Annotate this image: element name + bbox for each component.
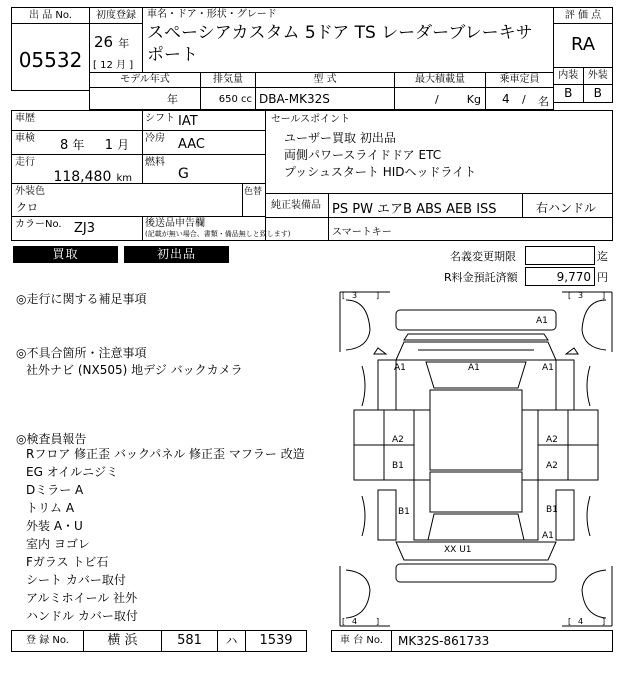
damage-mark: B1	[398, 507, 410, 517]
tire-label-fl: 3	[352, 291, 358, 300]
bracket-close: ]	[129, 60, 134, 71]
defect-line: 社外ナビ (NX505) 地デジ バックカメラ	[26, 363, 243, 377]
exterior-label: 外装	[587, 70, 608, 81]
spec-row	[89, 72, 554, 110]
model-code-label: 型 式	[256, 73, 394, 88]
registration-label: 登 録 No.	[12, 631, 84, 651]
interior-label: 内装	[554, 68, 584, 84]
inspector-line: 外装 A・U	[26, 519, 83, 533]
registration-kana: ハ	[218, 631, 246, 651]
capacity-sep: /	[522, 93, 526, 106]
lot-number: 05532	[18, 48, 83, 72]
damage-mark: B1	[392, 461, 404, 471]
damage-mark: A1	[394, 363, 406, 373]
chassis-label: 車 台 No.	[332, 631, 392, 651]
tire-bracket-label: [	[568, 617, 572, 626]
inspector-line: EG オイルニジミ	[26, 465, 119, 479]
inspector-line: トリム A	[26, 501, 75, 515]
sales-points-label: セールスポイント	[271, 114, 351, 125]
chassis-number: MK32S-861733	[398, 634, 490, 648]
reg-year-unit: 年	[118, 37, 130, 50]
damage-mark: A1	[536, 316, 548, 326]
registration-place: 横 浜	[84, 631, 162, 651]
reg-month-unit: 月	[116, 60, 127, 71]
tire-label-rr: 4	[578, 617, 584, 626]
inspector-line: アルミホイール 社外	[26, 591, 138, 605]
capacity-value: 4	[502, 92, 510, 106]
inspector-line: Rフロア 修正歪 バックパネル 修正歪 マフラー 改造	[26, 447, 305, 461]
first-registration-box	[89, 7, 143, 73]
badge-buyout: 買取	[13, 246, 118, 263]
tire-bracket-label: ]	[376, 291, 380, 300]
model-code: DBA-MK32S	[259, 92, 330, 106]
name-change-label: 名義変更期限	[450, 250, 516, 263]
tire-bracket-label: ]	[602, 291, 606, 300]
max-load-sep: /	[435, 93, 439, 106]
tire-bracket-label: [	[342, 291, 346, 300]
damage-mark: A1	[542, 531, 554, 541]
equipment-label: 純正装備品	[271, 200, 321, 211]
fuel-value: G	[178, 166, 189, 182]
badge-first-listing: 初出品	[124, 246, 229, 263]
ac-label: 冷房	[145, 133, 165, 144]
inspection-year-unit: 年	[72, 138, 85, 152]
tire-label-fr: 3	[578, 291, 584, 300]
vehicle-name-label: 車名・ドア・形状・グレード	[147, 9, 277, 20]
ac-value: AAC	[178, 137, 205, 152]
defect-title: ◎不具合箇所・注意事項	[16, 346, 147, 360]
history-label: 車歴	[15, 113, 35, 124]
displacement-value: 650	[218, 94, 238, 105]
inspection-label: 車検	[15, 133, 35, 144]
inspector-line: シート カバー取付	[26, 573, 126, 587]
model-code-cell	[255, 72, 395, 110]
color-no-label: カラーNo.	[15, 219, 62, 230]
driving-remarks-title: ◎走行に関する補足事項	[16, 292, 147, 306]
sales-point-line: 両側パワースライドドア ETC	[284, 148, 442, 162]
name-change-value	[525, 246, 595, 265]
damage-mark: A2	[546, 435, 558, 445]
lot-number-label: 出 品 No.	[12, 8, 89, 24]
handle-side: 右ハンドル	[536, 201, 597, 215]
model-year-unit: 年	[167, 93, 178, 106]
inspector-line: Fガラス トビ石	[26, 555, 109, 569]
equipment-box	[265, 193, 613, 241]
registration-row	[11, 630, 307, 652]
details-block	[11, 110, 291, 241]
inspector-line: 室内 ヨゴレ	[26, 537, 90, 551]
interior-grade: B	[554, 85, 584, 102]
mileage-label: 走行	[15, 157, 35, 168]
max-load-unit: Kg	[466, 93, 481, 106]
sales-point-line: ユーザー買取 初出品	[284, 131, 396, 145]
car-damage-diagram	[338, 290, 614, 628]
sales-points-box	[265, 110, 613, 194]
damage-mark: B1	[546, 505, 558, 515]
lot-number-box	[11, 7, 90, 91]
inspection-month: 1	[104, 138, 113, 153]
aftermarket-note: (記載が無い場合、書類・備品無しと致します)	[145, 230, 291, 238]
remarks-panel	[16, 290, 336, 630]
model-year-label: モデル年式	[90, 73, 200, 88]
capacity-label: 乗車定員	[486, 73, 553, 88]
max-load-label: 最大積載量	[395, 73, 485, 88]
damage-mark: A1	[542, 363, 554, 373]
recycle-value-box	[525, 267, 595, 286]
registration-class: 581	[162, 631, 218, 651]
tire-label-rl: 4	[352, 617, 358, 626]
rating-label: 評 価 点	[554, 8, 612, 24]
displacement-cell	[200, 72, 256, 110]
recycle-label: R料金預託済額	[444, 271, 518, 284]
reg-month: 12	[100, 60, 113, 71]
damage-mark: A2	[392, 435, 404, 445]
sales-point-line: プッシュスタート HIDヘッドライト	[284, 165, 477, 179]
inspector-line: ハンドル カバー取付	[26, 609, 138, 623]
color-change-label: 色替	[244, 187, 263, 197]
ext-color-value: クロ	[16, 201, 38, 214]
capacity-unit: 名	[538, 95, 549, 108]
shift-label: シフト	[145, 113, 175, 124]
fuel-label: 燃料	[145, 157, 165, 168]
inspector-title: ◎検査員報告	[16, 432, 87, 446]
ext-color-label: 外装色	[15, 186, 45, 197]
mileage-unit: km	[116, 173, 132, 184]
inspection-year: 8	[60, 138, 69, 153]
name-change-unit: 迄	[597, 250, 608, 263]
exterior-grade: B	[593, 86, 602, 100]
tire-bracket-label: [	[342, 617, 346, 626]
inspector-line: Dミラー A	[26, 483, 84, 497]
aftermarket-label: 後送品申告欄	[145, 218, 205, 229]
inspection-month-unit: 月	[117, 138, 130, 152]
bracket-open: [	[93, 60, 97, 71]
rating-box	[553, 7, 613, 103]
vehicle-name-box	[142, 7, 554, 73]
mileage-value: 118,480	[53, 169, 112, 185]
model-year-cell	[89, 72, 201, 110]
max-load-cell	[394, 72, 486, 110]
registration-number: 1539	[259, 633, 293, 648]
color-no-value: ZJ3	[74, 221, 96, 236]
damage-mark: A1	[468, 363, 480, 373]
first-registration-label: 初度登録	[90, 8, 142, 24]
damage-mark: A2	[546, 461, 558, 471]
damage-mark: XX U1	[444, 545, 472, 555]
recycle-unit: 円	[597, 271, 608, 284]
displacement-label: 排気量	[201, 73, 255, 88]
tire-bracket-label: ]	[376, 617, 380, 626]
displacement-unit: cc	[241, 94, 252, 105]
reg-year: 26	[94, 33, 114, 51]
rating-value: RA	[554, 24, 612, 68]
tire-bracket-label: ]	[602, 617, 606, 626]
tire-bracket-label: [	[568, 291, 572, 300]
recycle-value: 9,770	[556, 270, 591, 284]
chassis-row	[331, 630, 613, 652]
equipment-list: PS PW エアB ABS AEB ISS	[332, 202, 497, 217]
capacity-cell	[485, 72, 554, 110]
equipment-extra: スマートキー	[332, 227, 392, 238]
vehicle-name: スペーシアカスタム 5ドア TS レーダーブレーキサポート	[147, 23, 533, 65]
shift-value: IAT	[178, 114, 198, 129]
